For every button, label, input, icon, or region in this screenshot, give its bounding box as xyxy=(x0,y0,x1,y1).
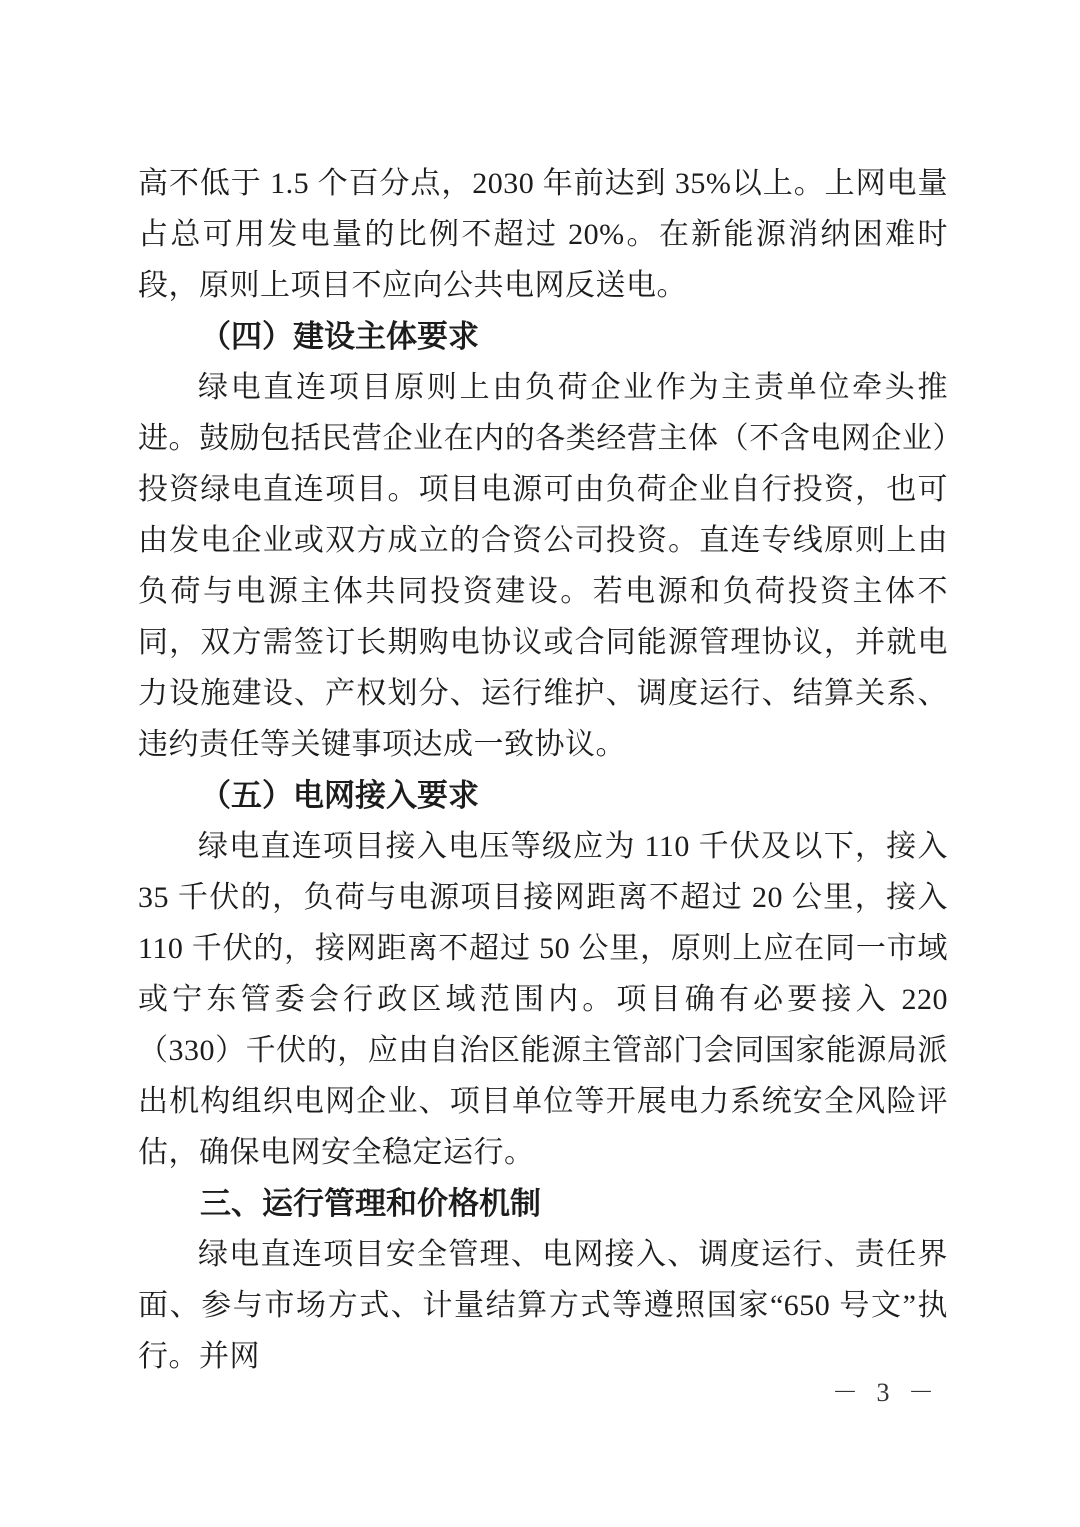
subsection-heading-5: （五）电网接入要求 xyxy=(200,778,479,813)
body-paragraph: 绿电直连项目接入电压等级应为 110 千伏及以下，接入 35 千伏的，负荷与电源项目接网距离不超过 20 公里，接入 110 千伏的，接网距离不超过 50 公里，原则上应在同一市域或宁东管委会行政区域范围内。项目确有必要接入 220（330）千伏的，应由自治区能源主管部门会同国家能源局派出机构组织电网企业、项目单位等开展电力系统安全风险评估，确保电网安全稳定运行。 xyxy=(138,830,948,1169)
body-paragraph: 绿电直连项目原则上由负荷企业作为主责单位牵头推进。鼓励包括民营企业在内的各类经营主体（不含电网企业）投资绿电直连项目。项目电源可由负荷企业自行投资，也可由发电企业或双方成立的合资公司投资。直连专线原则上由负荷与电源主体共同投资建设。若电源和负荷投资主体不同，双方需签订长期购电协议或合同能源管理协议，并就电力设施建设、产权划分、运行维护、调度运行、结算关系、违约责任等关键事项达成一致协议。 xyxy=(138,371,948,761)
continued-paragraph: 高不低于 1.5 个百分点，2030 年前达到 35%以上。上网电量占总可用发电量的比例不超过 20%。在新能源消纳困难时段，原则上项目不应向公共电网反送电。 xyxy=(138,167,948,302)
page-number: － 3 － xyxy=(831,1378,940,1407)
document-body xyxy=(138,158,948,1382)
section-heading-3: 三、运行管理和价格机制 xyxy=(200,1186,541,1221)
body-paragraph: 绿电直连项目安全管理、电网接入、调度运行、责任界面、参与市场方式、计量结算方式等遵照国家“650 号文”执行。并网 xyxy=(138,1238,948,1373)
subsection-heading-4: （四）建设主体要求 xyxy=(200,319,479,354)
